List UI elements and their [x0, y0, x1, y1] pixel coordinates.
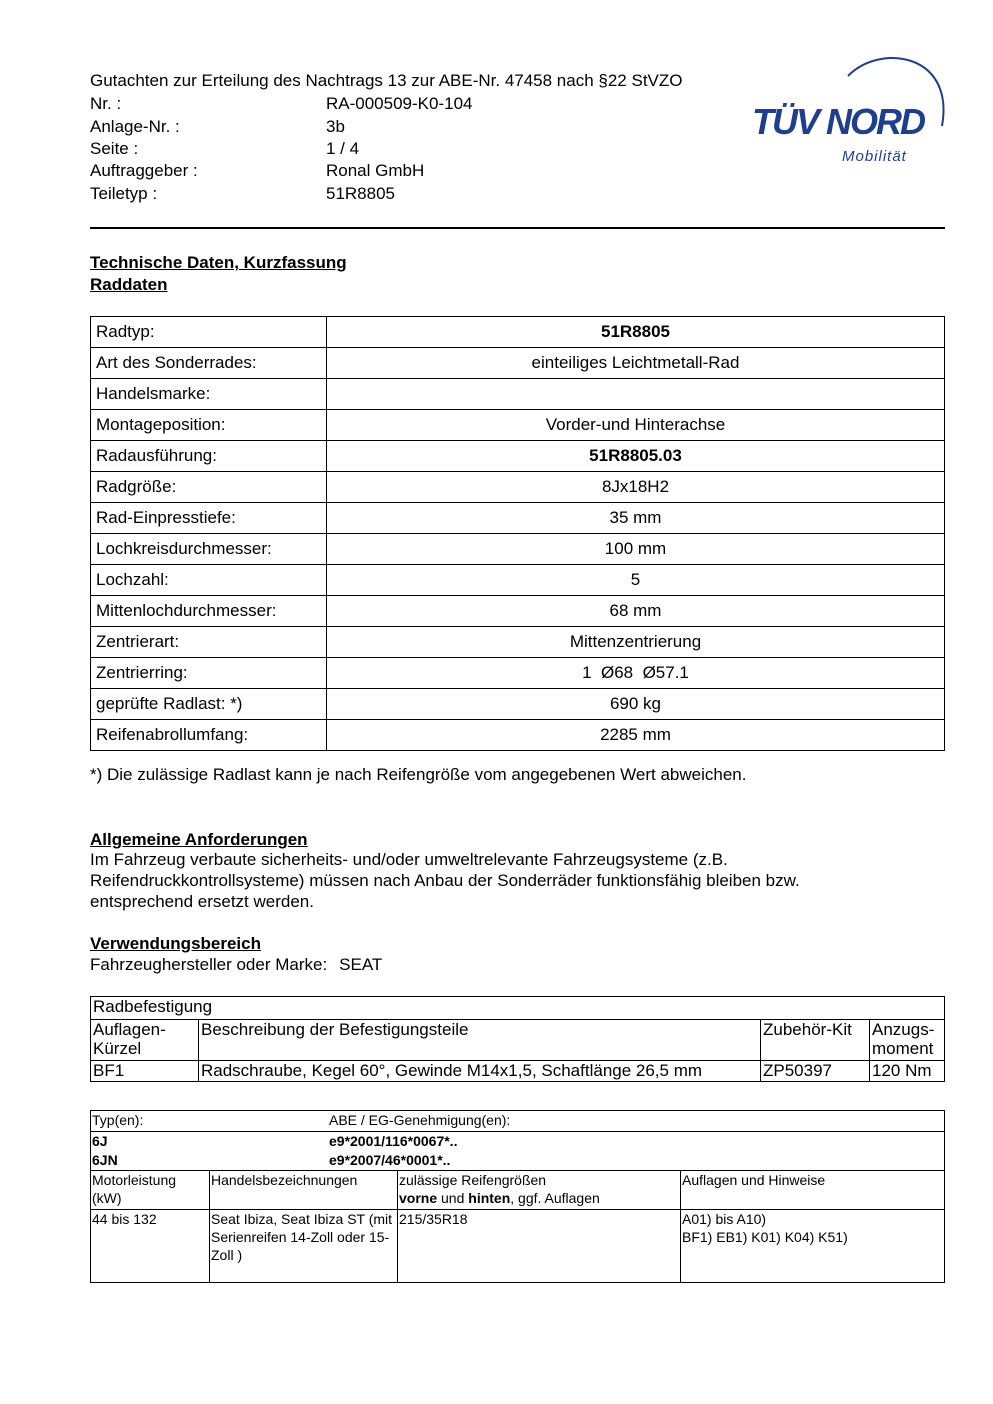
- typen-label: Typ(en):: [92, 1112, 144, 1128]
- raddaten-value: Vorder-und Hinterachse: [327, 410, 945, 441]
- cell-auflagen: [681, 1210, 945, 1283]
- raddaten-row: [91, 689, 945, 720]
- raddaten-value: 68 mm: [327, 596, 945, 627]
- col-header-motorleistung: Motorleistung (kW): [91, 1171, 210, 1210]
- header-key: Nr. :: [90, 94, 122, 113]
- raddaten-row: [91, 317, 945, 348]
- auflagen-line: A01) bis A10): [682, 1211, 767, 1227]
- col-header-zubehoer: Zubehör-Kit: [761, 1020, 870, 1061]
- raddaten-label: Art des Sonderrades:: [91, 348, 327, 379]
- typen-list: [91, 1132, 945, 1171]
- raddaten-value: 690 kg: [327, 689, 945, 720]
- header-value: RA-000509-K0-104: [326, 94, 473, 113]
- typen-table: [90, 1110, 945, 1283]
- radbefestigung-title: Radbefestigung: [91, 997, 945, 1020]
- cell-beschreibung: Radschraube, Kegel 60°, Gewinde M14x1,5, Schaftlänge 26,5 mm: [199, 1061, 761, 1082]
- raddaten-row: [91, 627, 945, 658]
- raddaten-row: [91, 720, 945, 751]
- raddaten-label: Handelsmarke:: [91, 379, 327, 410]
- raddaten-label: Radtyp:: [91, 317, 327, 348]
- abe-code: e9*2007/46*0001*..: [329, 1152, 451, 1168]
- raddaten-row: [91, 503, 945, 534]
- reifen-und: und: [437, 1190, 469, 1206]
- footnote: *) Die zulässige Radlast kann je nach Reifengröße vom angegebenen Wert abweichen.: [90, 765, 747, 784]
- header-row-seite: [90, 138, 359, 160]
- section-heading-technische-daten: Technische Daten, Kurzfassung: [90, 253, 347, 272]
- header-row-anlage: [90, 116, 345, 138]
- hersteller-row: [90, 954, 950, 975]
- raddaten-value: 51R8805.03: [327, 441, 945, 472]
- abe-code: e9*2001/116*0067*..: [329, 1133, 458, 1149]
- raddaten-label: Lochzahl:: [91, 565, 327, 596]
- section-subheading-raddaten: Raddaten: [90, 275, 168, 294]
- raddaten-row: [91, 658, 945, 689]
- reifen-vorne: vorne: [399, 1190, 438, 1206]
- raddaten-label: Lochkreisdurchmesser:: [91, 534, 327, 565]
- raddaten-value: einteiliges Leichtmetall-Rad: [327, 348, 945, 379]
- raddaten-label: Reifenabrollumfang:: [91, 720, 327, 751]
- header-row-nr: [90, 93, 472, 115]
- typen-header-row: [91, 1111, 945, 1132]
- header-key: Anlage-Nr. :: [90, 117, 180, 136]
- typ-code: 6JN: [92, 1152, 118, 1168]
- header-key: Seite :: [90, 139, 139, 158]
- header-row-auftraggeber: [90, 160, 424, 182]
- col-header-kuerzel: Auflagen-Kürzel: [91, 1020, 199, 1061]
- raddaten-label: Mittenlochdurchmesser:: [91, 596, 327, 627]
- logo-subtitle: Mobilität: [842, 148, 907, 165]
- col-header-handelsbezeichnungen: Handelsbezeichnungen: [210, 1171, 398, 1210]
- raddaten-table: [90, 316, 945, 751]
- reifen-auflagen: , ggf. Auflagen: [510, 1190, 600, 1206]
- raddaten-value: 5: [327, 565, 945, 596]
- cell-kuerzel: BF1: [91, 1061, 199, 1082]
- document-title: Gutachten zur Erteilung des Nachtrags 13 zur ABE-Nr. 47458 nach §22 StVZO: [90, 71, 683, 90]
- col-header-beschreibung: Beschreibung der Befestigungsteile: [199, 1020, 761, 1061]
- header-row-teiletyp: [90, 183, 395, 205]
- header-key: Teiletyp :: [90, 184, 158, 203]
- raddaten-row: [91, 472, 945, 503]
- raddaten-row: [91, 410, 945, 441]
- raddaten-row: [91, 534, 945, 565]
- raddaten-label: Zentrierart:: [91, 627, 327, 658]
- anforderungen-text: Im Fahrzeug verbaute sicherheits- und/oder umweltrelevante Fahrzeugsysteme (z.B. Reifendruckkontrollsysteme) müssen nach Anbau der Sonderräder funktionsfähig bleiben bzw. entsprechend ersetzt werden.: [90, 850, 800, 911]
- raddaten-row: [91, 441, 945, 472]
- typ-entry: [92, 1132, 943, 1151]
- header-value: 3b: [326, 117, 345, 136]
- header-value: Ronal GmbH: [326, 161, 425, 180]
- header-key: Auftraggeber :: [90, 161, 198, 180]
- cell-motorleistung: 44 bis 132: [91, 1210, 210, 1283]
- logo-wordmark: TÜV NORD: [752, 101, 924, 142]
- reifen-header-line2: [399, 1189, 679, 1207]
- raddaten-value: Mittenzentrierung: [327, 627, 945, 658]
- col-header-auflagen: Auflagen und Hinweise: [681, 1171, 945, 1210]
- raddaten-row: [91, 348, 945, 379]
- cell-anzugsmoment: 120 Nm: [870, 1061, 945, 1082]
- raddaten-row: [91, 596, 945, 627]
- typ-entry: [92, 1151, 943, 1170]
- header-value: 1 / 4: [326, 139, 360, 158]
- raddaten-value: 1 Ø68 Ø57.1: [327, 658, 945, 689]
- raddaten-row: [91, 379, 945, 410]
- raddaten-label: Montageposition:: [91, 410, 327, 441]
- reifen-hinten: hinten: [468, 1190, 511, 1206]
- raddaten-value: 35 mm: [327, 503, 945, 534]
- raddaten-value: 100 mm: [327, 534, 945, 565]
- typ-code: 6J: [92, 1133, 108, 1149]
- raddaten-row: [91, 565, 945, 596]
- cell-reifengroessen: 215/35R18: [398, 1210, 681, 1283]
- raddaten-label: Radausführung:: [91, 441, 327, 472]
- raddaten-label: Rad-Einpresstiefe:: [91, 503, 327, 534]
- header-value: 51R8805: [326, 184, 396, 203]
- col-header-anzugsmoment: Anzugs-moment: [870, 1020, 945, 1061]
- header-divider: [90, 227, 945, 229]
- col-header-reifengroessen: [398, 1171, 681, 1210]
- hersteller-value: SEAT: [339, 955, 383, 974]
- abe-label: ABE / EG-Genehmigung(en):: [329, 1112, 511, 1128]
- raddaten-value: [327, 379, 945, 410]
- raddaten-value: 51R8805: [327, 317, 945, 348]
- auflagen-line: BF1) EB1) K01) K04) K51): [682, 1229, 848, 1245]
- hersteller-label: Fahrzeughersteller oder Marke:: [90, 955, 328, 974]
- raddaten-value: 8Jx18H2: [327, 472, 945, 503]
- raddaten-label: Zentrierring:: [91, 658, 327, 689]
- reifen-header-line1: zulässige Reifengrößen: [399, 1172, 547, 1188]
- raddaten-label: geprüfte Radlast: *): [91, 689, 327, 720]
- cell-zubehoer: ZP50397: [761, 1061, 870, 1082]
- raddaten-value: 2285 mm: [327, 720, 945, 751]
- cell-handelsbezeichnungen: Seat Ibiza, Seat Ibiza ST (mit Serienreifen 14-Zoll oder 15-Zoll ): [210, 1210, 398, 1283]
- section-heading-verwendungsbereich: Verwendungsbereich: [90, 934, 261, 953]
- radbefestigung-table: [90, 996, 945, 1082]
- raddaten-label: Radgröße:: [91, 472, 327, 503]
- section-heading-anforderungen: Allgemeine Anforderungen: [90, 830, 308, 849]
